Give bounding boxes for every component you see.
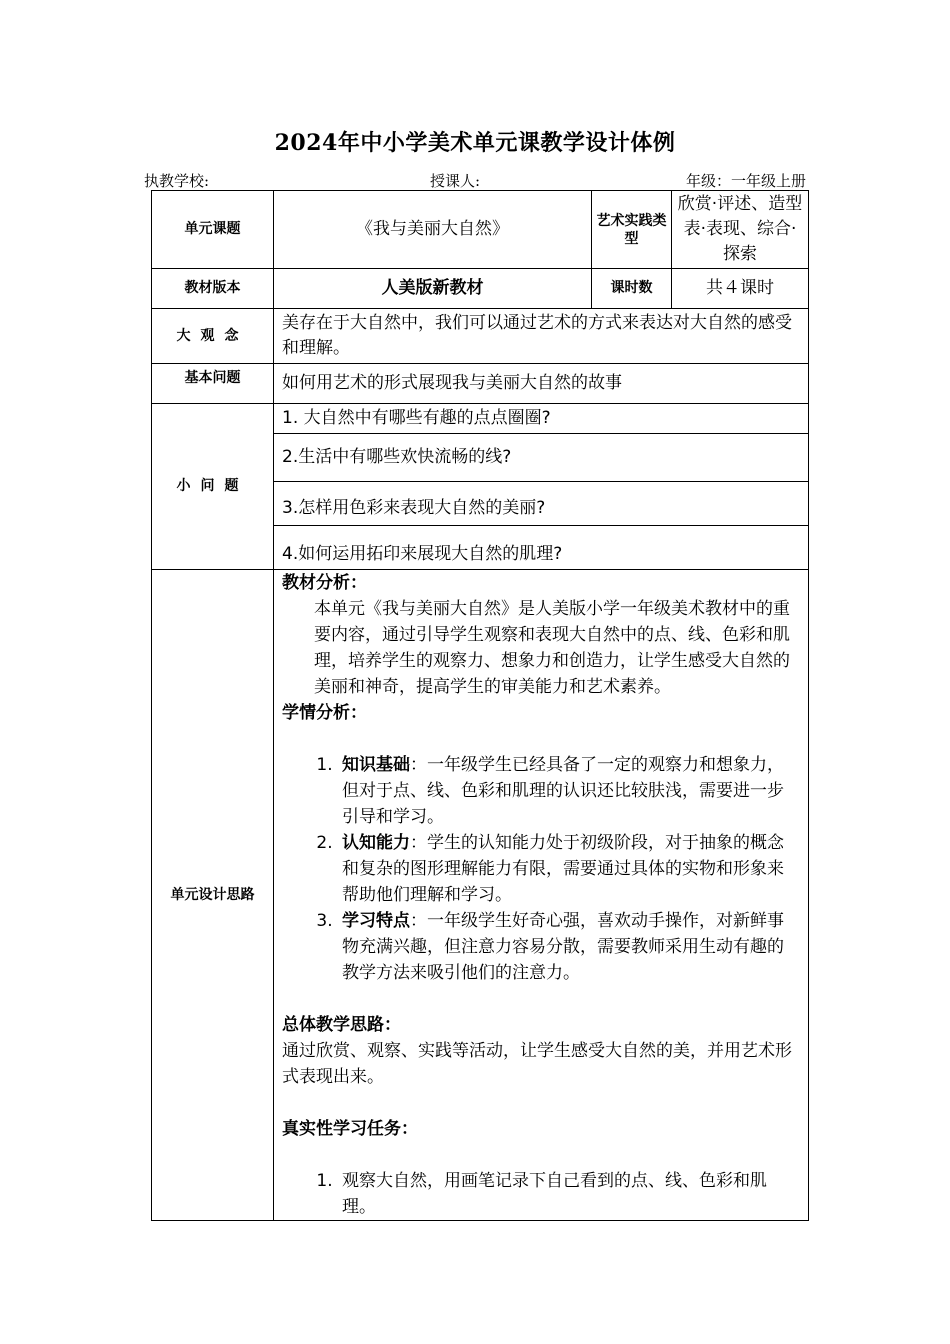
- big-idea-value: 美存在于大自然中，我们可以通过艺术的方式来表达对大自然的感受和理解。: [274, 309, 809, 364]
- learner-text-3: ：一年级学生好奇心强，喜欢动手操作，对新鲜事物充满兴趣，但注意力容易分散，需要教师采用生动有趣的教学方法来吸引他们的注意力。: [342, 911, 784, 983]
- edition-value: 人美版新教材: [274, 269, 592, 309]
- unit-topic-label: 单元课题: [152, 191, 274, 269]
- edition-label: 教材版本: [152, 269, 274, 309]
- small-questions-label: 小问题: [152, 404, 274, 570]
- overall-text: 通过欣赏、观察、实践等活动，让学生感受大自然的美，并用艺术形式表现出来。: [282, 1041, 792, 1087]
- small-question-4: 4.如何运用拓印来展现大自然的肌理?: [274, 526, 809, 570]
- lesson-design-table: [151, 190, 809, 1221]
- overall-heading: 总体教学思路：: [282, 1015, 401, 1035]
- practice-type-value: 欣赏·评述、造型表·表现、综合·探索: [672, 191, 809, 269]
- small-question-3: 3.怎样用色彩来表现大自然的美丽?: [274, 482, 809, 526]
- hours-value: 共４课时: [672, 269, 809, 309]
- list-item: [338, 752, 800, 830]
- hours-label: 课时数: [592, 269, 672, 309]
- learner-heading: 学情分析：: [282, 703, 367, 723]
- learner-text-2: ：学生的认知能力处于初级阶段，对于抽象的概念和复杂的图形理解能力有限，需要通过具体的实物和形象来帮助他们理解和学习。: [342, 833, 784, 905]
- small-question-2: 2.生活中有哪些欢快流畅的线?: [274, 434, 809, 482]
- task-list: [282, 1168, 800, 1220]
- basic-question-value: 如何用艺术的形式展现我与美丽大自然的故事: [274, 364, 809, 404]
- unit-topic-value: 《我与美丽大自然》: [274, 191, 592, 269]
- big-idea-label: 大观念: [152, 309, 274, 364]
- material-text: 本单元《我与美丽大自然》是人美版小学一年级美术教材中的重要内容，通过引导学生观察和表现大自然中的点、线、色彩和肌理，培养学生的观察力、想象力和创造力，让学生感受大自然的美丽和神奇，提高学生的审美能力和艺术素养。: [314, 599, 790, 697]
- learner-term-3: 学习特点: [342, 911, 410, 931]
- list-item: [338, 830, 800, 908]
- document-title: 2024年中小学美术单元课教学设计体例: [274, 130, 676, 156]
- grade-label: 年级：一年级上册: [685, 172, 806, 190]
- small-question-1: 1. 大自然中有哪些有趣的点点圈圈?: [274, 404, 809, 434]
- material-heading: 教材分析：: [282, 573, 367, 593]
- task-heading: 真实性学习任务：: [282, 1119, 418, 1139]
- unit-design-label: 单元设计思路: [152, 570, 274, 1221]
- learner-text-1: ：一年级学生已经具备了一定的观察力和想象力，但对于点、线、色彩和肌理的认识还比较肤浅，需要进一步引导和学习。: [342, 755, 784, 827]
- practice-type-label: 艺术实践类型: [592, 191, 672, 269]
- learner-term-1: 知识基础: [342, 755, 410, 775]
- learner-term-2: 认知能力: [342, 833, 410, 853]
- school-label: 执教学校:: [144, 172, 210, 190]
- basic-question-label: 基本问题: [152, 364, 274, 404]
- list-item: 1. 观察大自然，用画笔记录下自己看到的点、线、色彩和肌理。: [338, 1168, 800, 1220]
- learner-list: [282, 752, 800, 986]
- unit-design-content: [274, 570, 809, 1221]
- list-item: [338, 908, 800, 986]
- teacher-label: 授课人:: [430, 172, 481, 190]
